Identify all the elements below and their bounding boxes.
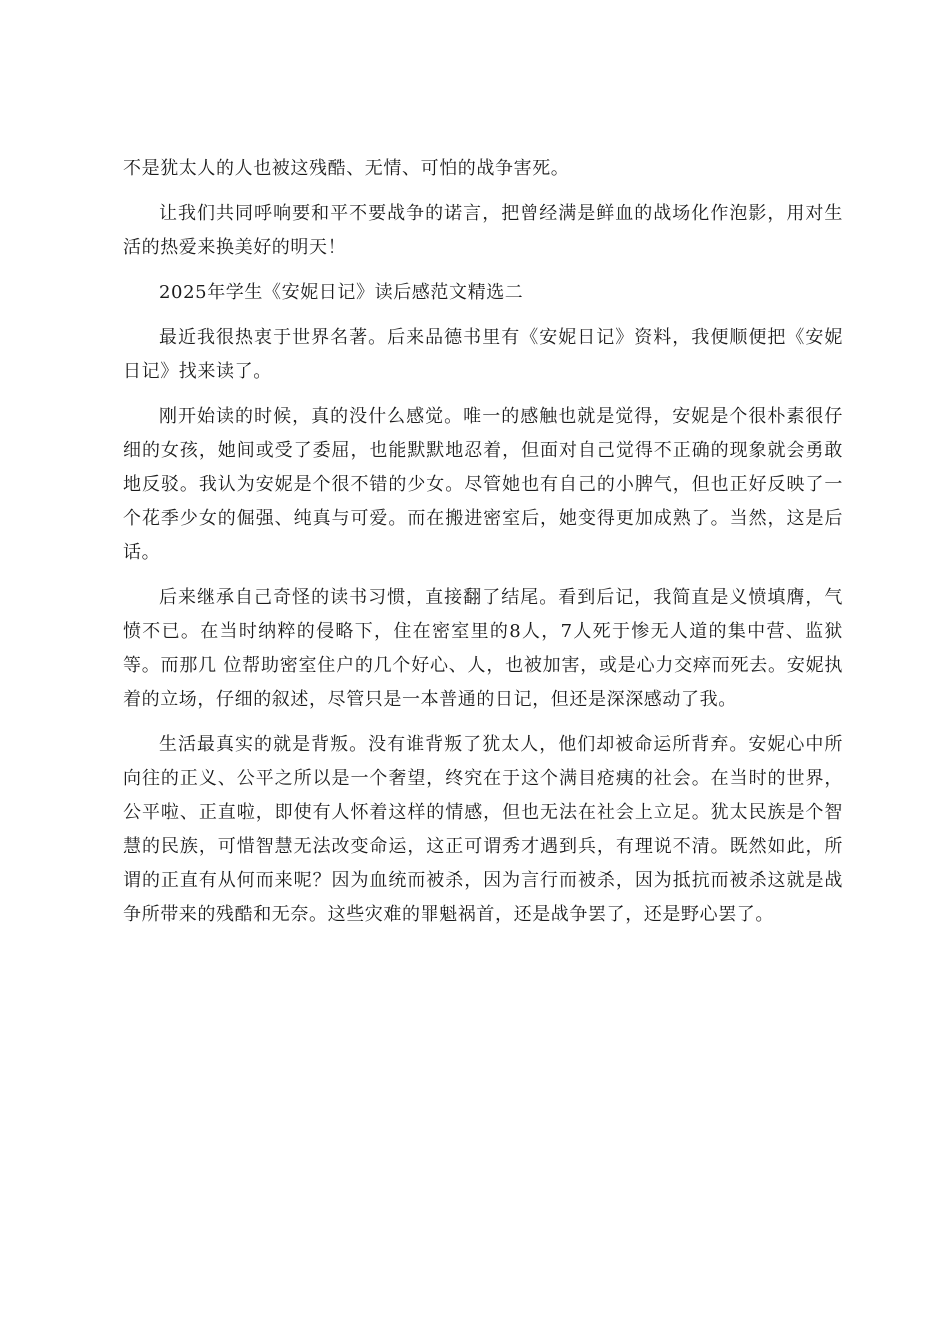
paragraph-1: 不是犹太人的人也被这残酷、无情、可怕的战争害死。 bbox=[123, 158, 570, 179]
paragraph-4: 刚开始读的时候，真的没什么感觉。唯一的感触也就是觉得，安妮是个很朴素很仔细的女孩，她间或受了委屈，也能默默地忍着，但面对自己觉得不正确的现象就会勇敢地反驳。我认为安妮是个很不错的少女。尽管她也有自己的小脾气，但也正好反映了一个花季少女的倔强、纯真与可爱。而在搬进密室后，她变得更加成熟了。当然，这是后话。 bbox=[123, 406, 843, 563]
paragraph-6: 生活最真实的就是背叛。没有谁背叛了犹太人，他们却被命运所背弃。安妮心中所向往的正义、公平之所以是一个奢望，终究在于这个满目疮痍的社会。在当时的世界，公平啦、正直啦，即使有人怀着这样的情感，但也无法在社会上立足。犹太民族是个智慧的民族，可惜智慧无法改变命运，这正可谓秀才遇到兵，有理说不清。既然如此，所谓的正直有从何而来呢？因为血统而被杀，因为言行而被杀，因为抵抗而被杀这就是战争所带来的残酷和无奈。这些灾难的罪魁祸首，还是战争罢了，还是野心罢了。 bbox=[123, 734, 843, 925]
document-body bbox=[123, 152, 843, 943]
section-heading: 2025年学生《安妮日记》读后感范文精选二 bbox=[159, 282, 524, 303]
paragraph-2: 让我们共同呼响要和平不要战争的诺言，把曾经满是鲜血的战场化作泡影，用对生活的热爱来换美好的明天！ bbox=[123, 203, 843, 258]
paragraph-5: 后来继承自己奇怪的读书习惯，直接翻了结尾。看到后记，我简直是义愤填膺，气愤不已。在当时纳粹的侵略下，住在密室里的8人，7人死于惨无人道的集中营、监狱等。而那几 位帮助密室住户的几个好心、人，也被加害，或是心力交瘁而死去。安妮执着的立场，仔细的叙述，尽管只是一本普通的日记，但还是深深感动了我。 bbox=[123, 587, 843, 710]
paragraph-3: 最近我很热衷于世界名著。后来品德书里有《安妮日记》资料，我便顺便把《安妮日记》找来读了。 bbox=[123, 327, 843, 382]
